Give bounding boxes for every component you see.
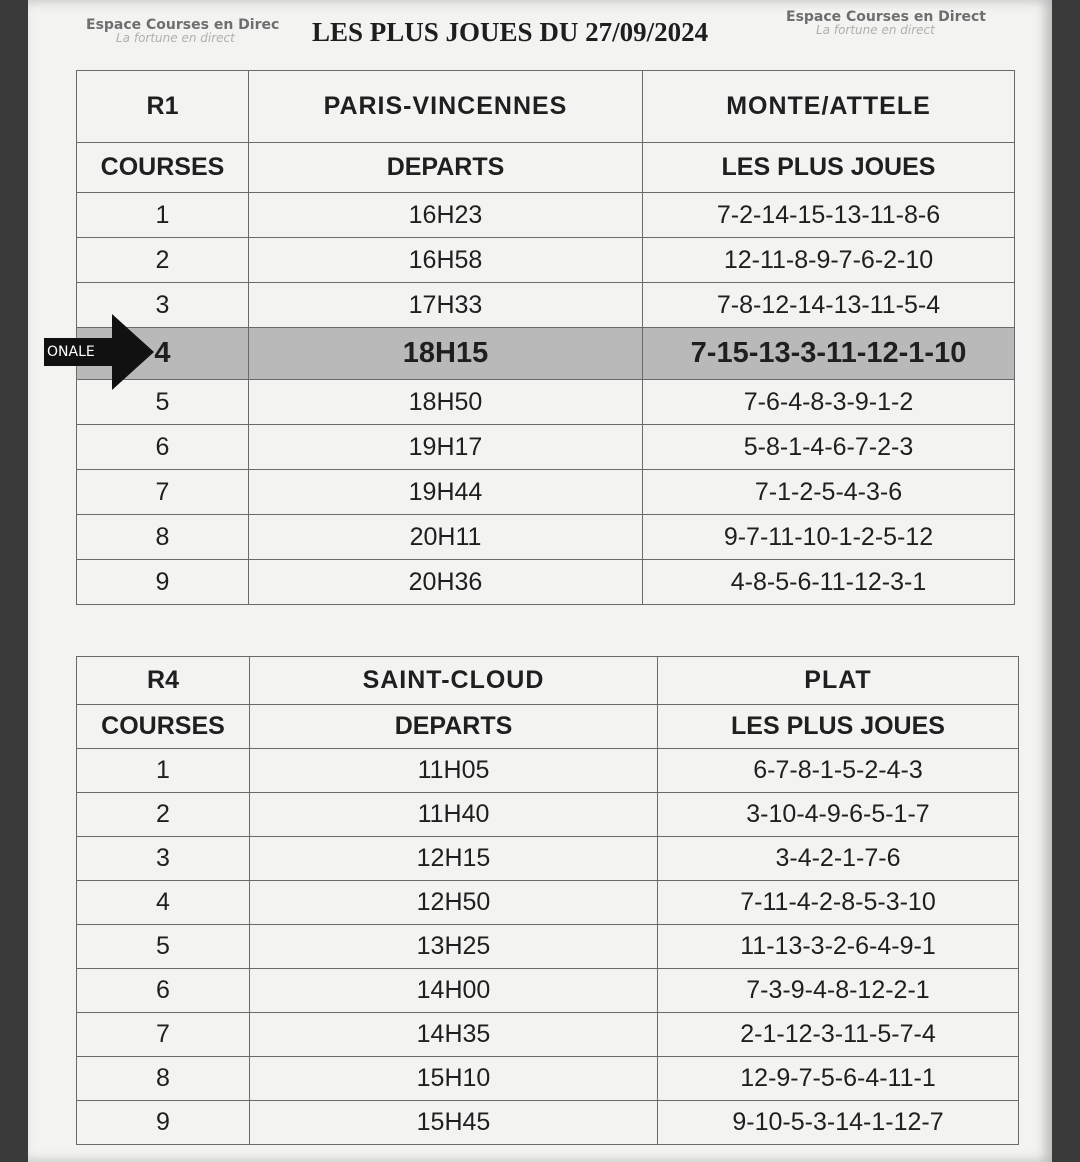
depart-time: 18H50: [249, 380, 643, 425]
table-row: [77, 515, 1015, 560]
plus-joues: 12-9-7-5-6-4-11-1: [658, 1057, 1019, 1101]
table-row: [77, 793, 1019, 837]
depart-time: 15H45: [250, 1101, 658, 1145]
table-row: [77, 1101, 1019, 1145]
col-plus-joues-header: LES PLUS JOUES: [658, 705, 1019, 749]
table-header-row: [77, 657, 1019, 705]
course-number: 5: [77, 925, 250, 969]
table-row: [77, 560, 1015, 605]
depart-time: 11H40: [250, 793, 658, 837]
brand-tagline-left: La fortune en direct: [116, 31, 235, 45]
brand-logo-right: [786, 9, 986, 37]
discipline-name: PLAT: [658, 657, 1019, 705]
table-row: [77, 238, 1015, 283]
table-row: [77, 837, 1019, 881]
course-number: 2: [77, 238, 249, 283]
table-row: [77, 749, 1019, 793]
depart-time: 11H05: [250, 749, 658, 793]
course-number: 3: [77, 283, 249, 328]
table-row: [77, 380, 1015, 425]
brand-name-left: Espace Courses en Direc: [86, 17, 280, 33]
course-number: 1: [77, 749, 250, 793]
plus-joues: 3-4-2-1-7-6: [658, 837, 1019, 881]
plus-joues: 7-11-4-2-8-5-3-10: [658, 881, 1019, 925]
course-number: 1: [77, 193, 249, 238]
plus-joues: 5-8-1-4-6-7-2-3: [643, 425, 1015, 470]
table-row: [77, 925, 1019, 969]
plus-joues: 2-1-12-3-11-5-7-4: [658, 1013, 1019, 1057]
brand-tagline-right: La fortune en direct: [816, 23, 935, 37]
table-row: [77, 470, 1015, 515]
course-number: 5: [77, 380, 249, 425]
plus-joues: 7-8-12-14-13-11-5-4: [643, 283, 1015, 328]
course-number: 6: [77, 969, 250, 1013]
course-number: 7: [77, 1013, 250, 1057]
col-departs-header: DEPARTS: [249, 143, 643, 193]
brand-logo-left: [86, 17, 279, 45]
plus-joues: 9-10-5-3-14-1-12-7: [658, 1101, 1019, 1145]
plus-joues: 3-10-4-9-6-5-1-7: [658, 793, 1019, 837]
course-number: 6: [77, 425, 249, 470]
col-plus-joues-header: LES PLUS JOUES: [643, 143, 1015, 193]
plus-joues: 9-7-11-10-1-2-5-12: [643, 515, 1015, 560]
depart-time: 14H35: [250, 1013, 658, 1057]
depart-time: 12H50: [250, 881, 658, 925]
plus-joues: 7-6-4-8-3-9-1-2: [643, 380, 1015, 425]
depart-time: 20H11: [249, 515, 643, 560]
plus-joues: 7-2-14-15-13-11-8-6: [643, 193, 1015, 238]
table-row: [77, 193, 1015, 238]
column-header-row: [77, 705, 1019, 749]
depart-time: 15H10: [250, 1057, 658, 1101]
plus-joues: 7-15-13-3-11-12-1-10: [643, 328, 1015, 380]
table-row: [77, 1057, 1019, 1101]
col-courses-header: COURSES: [77, 705, 250, 749]
course-number: 9: [77, 560, 249, 605]
brand-name-right: Espace Courses en Direct: [786, 9, 986, 25]
depart-time: 19H44: [249, 470, 643, 515]
race-table-r4: [76, 656, 1019, 1145]
page-title: LES PLUS JOUES DU 27/09/2024: [312, 17, 709, 47]
plus-joues: 7-3-9-4-8-12-2-1: [658, 969, 1019, 1013]
depart-time: 12H15: [250, 837, 658, 881]
course-number: 9: [77, 1101, 250, 1145]
reunion-label: R4: [77, 657, 250, 705]
plus-joues: 11-13-3-2-6-4-9-1: [658, 925, 1019, 969]
table-header-row: [77, 71, 1015, 143]
depart-time: 20H36: [249, 560, 643, 605]
col-departs-header: DEPARTS: [250, 705, 658, 749]
course-number: 3: [77, 837, 250, 881]
race-table-r1: [76, 70, 1015, 605]
plus-joues: 4-8-5-6-11-12-3-1: [643, 560, 1015, 605]
column-header-row: [77, 143, 1015, 193]
course-number: 8: [77, 1057, 250, 1101]
arrow-label: ONALE: [47, 344, 95, 360]
discipline-name: MONTE/ATTELE: [643, 71, 1015, 143]
reunion-label: R1: [77, 71, 249, 143]
depart-time: 16H23: [249, 193, 643, 238]
table-row: [77, 283, 1015, 328]
course-number: 4: [77, 328, 249, 380]
depart-time: 14H00: [250, 969, 658, 1013]
course-number: 4: [77, 881, 250, 925]
venue-name: SAINT-CLOUD: [250, 657, 658, 705]
depart-time: 16H58: [249, 238, 643, 283]
depart-time: 18H15: [249, 328, 643, 380]
table-row-highlighted: [77, 328, 1015, 380]
course-number: 7: [77, 470, 249, 515]
table-row: [77, 881, 1019, 925]
table-row: [77, 1013, 1019, 1057]
col-courses-header: COURSES: [77, 143, 249, 193]
plus-joues: 6-7-8-1-5-2-4-3: [658, 749, 1019, 793]
table-row: [77, 969, 1019, 1013]
plus-joues: 12-11-8-9-7-6-2-10: [643, 238, 1015, 283]
plus-joues: 7-1-2-5-4-3-6: [643, 470, 1015, 515]
depart-time: 19H17: [249, 425, 643, 470]
depart-time: 17H33: [249, 283, 643, 328]
depart-time: 13H25: [250, 925, 658, 969]
course-number: 2: [77, 793, 250, 837]
course-number: 8: [77, 515, 249, 560]
venue-name: PARIS-VINCENNES: [249, 71, 643, 143]
table-row: [77, 425, 1015, 470]
